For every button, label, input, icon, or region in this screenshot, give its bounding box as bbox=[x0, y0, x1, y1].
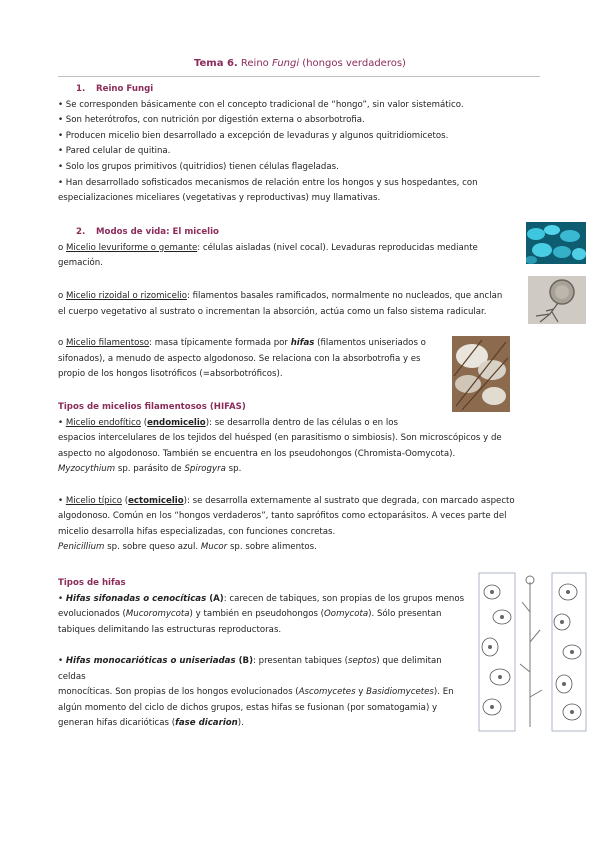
hyphae-diagram bbox=[478, 572, 588, 734]
micelio-rizoidal: o Micelio rizoidal o rizomicelio: filamentos basales ramificados, normalmente no nucleados, que anclan el cuerpo vegetativo al sustrato o incrementan la absorción, actúa como un falso sistema radicular. bbox=[58, 291, 503, 317]
micelio-tipico: • Micelio típico (ectomicelio): se desarrolla externamente al sustrato que degrada, con marcado aspecto bbox=[58, 495, 515, 506]
hifas-sifonadas: • Hifas sifonadas o cenocíticas (A): carecen de tabiques, son propias de los grupos menos bbox=[58, 593, 465, 604]
title-divider bbox=[58, 76, 540, 77]
section-micelio: 2. Modos de vida: El micelio o Micelio levuriforme o gemante: células aisladas (nivel cocal). Levaduras reproducidas mediante gemación. bbox=[58, 225, 518, 272]
bullet-continuation: especializaciones miceliares (vegetativas y reproductivas) muy llamativas. bbox=[58, 193, 381, 204]
tipos-hifas: Tipos de hifas • Hifas sifonadas o cenocíticas (A): carecen de tabiques, son propias de los grupos menos evolucionados (Mucoromycota) y también en pseudohongos (Oomycota). Sólo presentan tabiques delimitando las estructuras reproductoras. • Hifas monocarióticas o uniseriadas (B): presentan tabiques (septos) que delimitan celdas monocíticas. Son propias de los hongos evolucionados (Ascomycetes y Basidiomycetes). En algún momento del ciclo de dichos grupos, estas hifas se fusionan (por somatogamia) y generan hifas dicarióticas (fase dicarion). bbox=[58, 576, 468, 732]
micelio-filamentoso: o Micelio filamentoso: masa típicamente formada por hifas (filamentos uniseriados o sifonados), a menudo de aspecto algodonoso. Se relaciona con la absorbotrofia y es propio de los hongos lisotróficos (=absorbotróficos). bbox=[58, 338, 426, 380]
bullet: • Solo los grupos primitivos (quitridios) tienen células flageladas. bbox=[58, 161, 339, 172]
bullet: • Pared celular de quitina. bbox=[58, 146, 171, 157]
micelio-endofitico: • Micelio endofítico (endomicelio): se desarrolla dentro de las células o en los bbox=[58, 417, 398, 428]
subsection-heading: Tipos de micelios filamentosos (HIFAS) bbox=[58, 402, 246, 412]
page-title: Tema 6. Reino Fungi (hongos verdaderos) bbox=[194, 58, 406, 69]
tipos-micelios: Tipos de micelios filamentosos (HIFAS) • Micelio endofítico (endomicelio): se desarrolla dentro de las células o en los espacios intercelulares de los tejidos del huésped (en parasitismo o simbiosis). Son microscópicos y de aspecto no algodonoso. También se encuentra en los pseudohongos (Chromista-Oomycota). Myzocythium sp. parásito de Spirogyra sp. • Micelio típico (ectomicelio): se desarrolla externamente al sustrato que degrada, con marcado aspecto algodonoso. Común en los “hongos verdaderos”, tanto saprófitos como ectoparásitos. A veces parte del micelio desarrolla hifas especializadas, con funciones concretas. Penicillium sp. sobre queso azul. Mucor sp. sobre alimentos. bbox=[58, 400, 548, 556]
section-reino-fungi bbox=[58, 82, 538, 207]
section-heading: 1. Reino Fungi bbox=[76, 84, 154, 94]
section-heading: 2. Modos de vida: El micelio bbox=[76, 227, 219, 237]
bullet: • Han desarrollado sofisticados mecanismos de relación entre los hongos y sus hospedantes, con bbox=[58, 177, 478, 188]
micelio-levuriforme: o Micelio levuriforme o gemante: células aisladas (nivel cocal). Levaduras reproducidas mediante bbox=[58, 242, 478, 253]
example: Penicillium sp. sobre queso azul. Mucor sp. sobre alimentos. bbox=[58, 542, 317, 553]
example: Myzocythium sp. parásito de Spirogyra sp. bbox=[58, 464, 242, 475]
hifas-monocarioticas: • Hifas monocarióticas o uniseriadas (B): presentan tabiques (septos) que delimitan celdas bbox=[58, 655, 442, 682]
bullet: • Producen micelio bien desarrollado a excepción de levaduras y algunos quitridiomicetos. bbox=[58, 130, 449, 141]
rhizoid-image bbox=[528, 276, 586, 324]
yeast-image bbox=[526, 222, 586, 264]
bullet: • Se corresponden básicamente con el concepto tradicional de “hongo”, sin valor sistemático. bbox=[58, 99, 464, 110]
bullet: • Son heterótrofos, con nutrición por digestión externa o absorbotrofia. bbox=[58, 115, 365, 126]
subsection-heading: Tipos de hifas bbox=[58, 578, 126, 588]
